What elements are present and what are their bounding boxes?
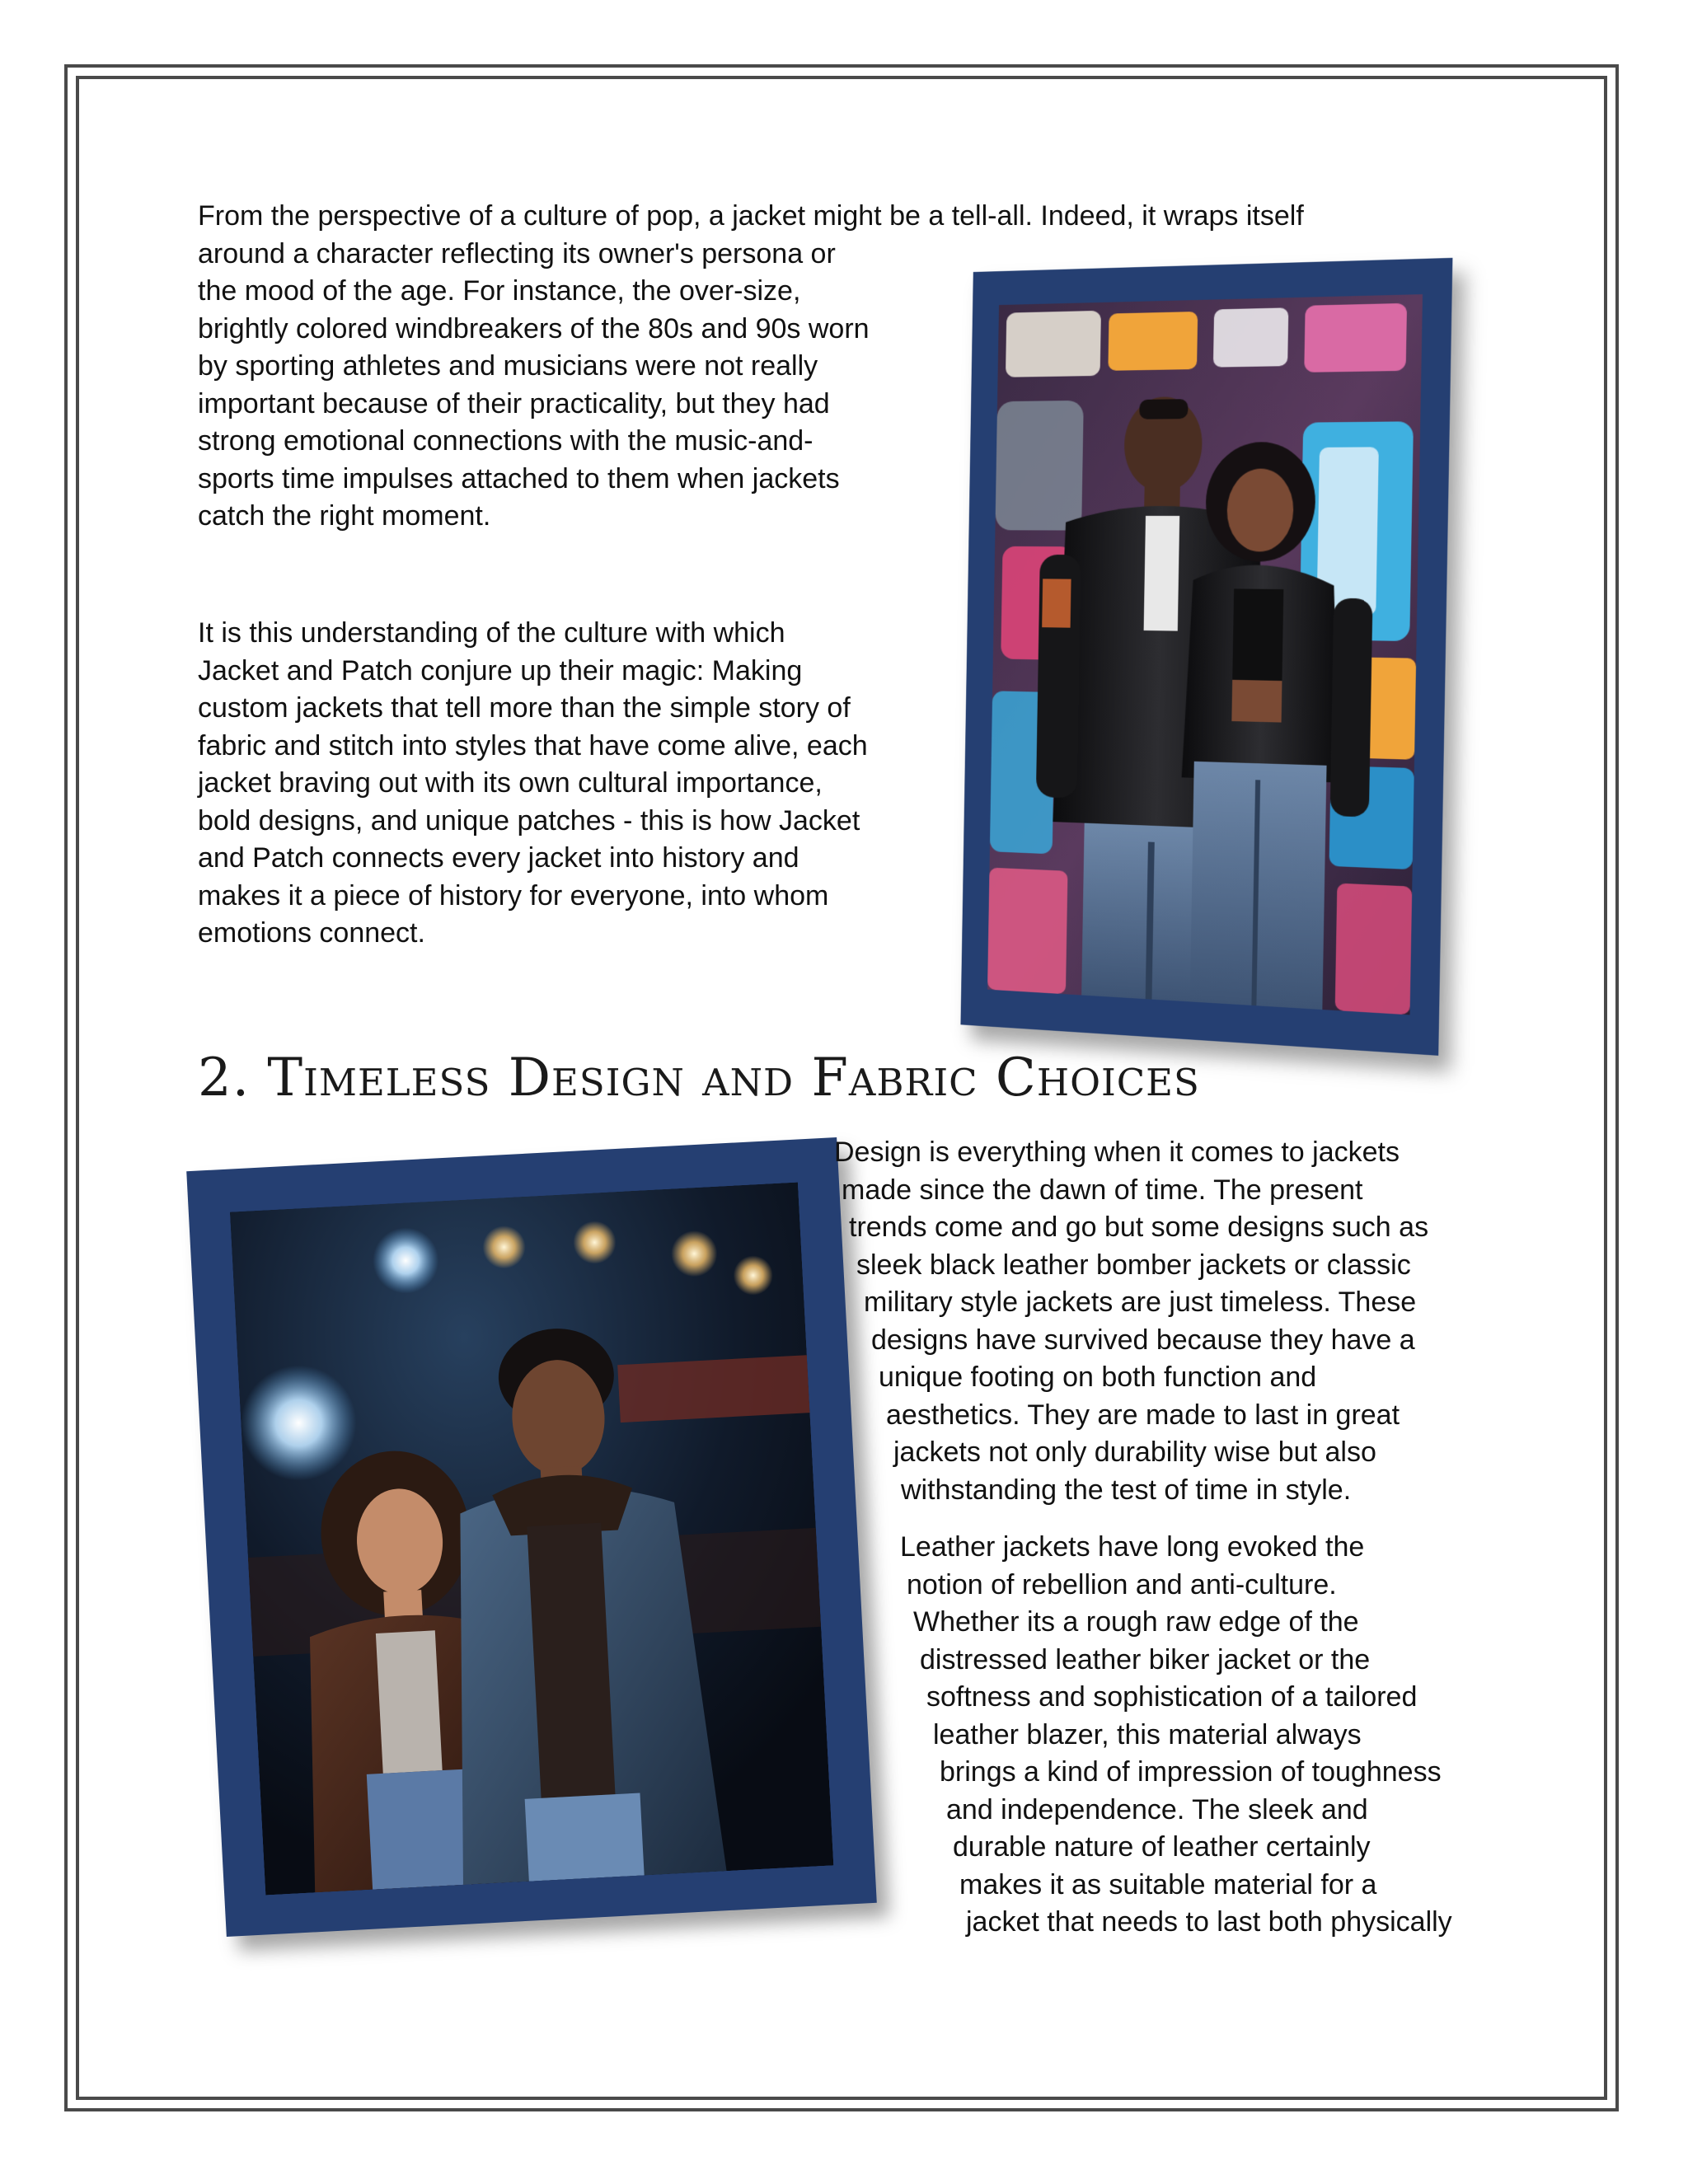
design-line: military style jackets are just timeless. These (864, 1286, 1417, 1318)
leather-line: leather blazer, this material always (933, 1718, 1362, 1750)
intro-line: the mood of the age. For instance, the over-size, (198, 275, 801, 307)
leather-line: softness and sophistication of a tailored (926, 1681, 1418, 1713)
design-line: made since the dawn of time. The present (842, 1174, 1363, 1206)
culture-paragraph (198, 615, 868, 953)
culture-line: makes it a piece of history for everyone, into whom (198, 879, 829, 912)
design-line: sleek black leather bomber jackets or classic (856, 1249, 1411, 1281)
design-line: jackets not only durability wise but also (893, 1436, 1376, 1468)
leather-paragraph (900, 1529, 1452, 1942)
section-heading: 2. Timeless Design and Fabric Choices (198, 1047, 1200, 1108)
concert-couple-illustration (230, 1183, 833, 1896)
graffiti-couple-photo (987, 294, 1423, 1015)
leather-line: Leather jackets have long evoked the (900, 1531, 1365, 1563)
design-line: unique footing on both function and (879, 1361, 1317, 1393)
design-line: Design is everything when it comes to jackets (834, 1137, 1400, 1168)
culture-line: It is this understanding of the culture with which (198, 617, 785, 649)
culture-line: bold designs, and unique patches - this is how Jacket (198, 804, 860, 837)
leather-line: distressed leather biker jacket or the (920, 1643, 1371, 1675)
leather-line: and independence. The sleek and (946, 1793, 1368, 1825)
design-paragraph (834, 1134, 1428, 1509)
intro-line: brightly colored windbreakers of the 80s and 90s worn (198, 312, 870, 344)
leather-line: makes it as suitable material for a (959, 1868, 1377, 1900)
intro-line: From the perspective of a culture of pop, a jacket might be a tell-all. Indeed, it wraps itself (198, 200, 1304, 232)
design-line: trends come and go but some designs such as (849, 1212, 1429, 1243)
intro-line: around a character reflecting its owner's persona or (198, 237, 836, 269)
culture-line: emotions connect. (198, 917, 425, 949)
leather-line: durable nature of leather certainly (953, 1831, 1371, 1863)
culture-line: and Patch connects every jacket into history and (198, 842, 799, 874)
concert-couple-photo (230, 1183, 833, 1896)
intro-line: strong emotional connections with the music-and- (198, 425, 814, 457)
leather-line: Whether its a rough raw edge of the (913, 1606, 1359, 1638)
intro-line: by sporting athletes and musicians were not really (198, 350, 818, 382)
graffiti-couple-photo-frame (960, 258, 1452, 1056)
design-line: aesthetics. They are made to last in great (886, 1399, 1400, 1431)
culture-line: custom jackets that tell more than the simple story of (198, 692, 851, 724)
culture-line: Jacket and Patch conjure up their magic: Making (198, 654, 803, 687)
culture-line: fabric and stitch into styles that have come alive, each (198, 729, 868, 762)
intro-line: catch the right moment. (198, 500, 491, 532)
leather-line: notion of rebellion and anti-culture. (907, 1568, 1337, 1601)
graffiti-couple-illustration (987, 294, 1423, 1015)
design-line: designs have survived because they have a (871, 1324, 1415, 1356)
culture-line: jacket braving out with its own cultural importance, (198, 767, 823, 799)
intro-line: important because of their practicality, but they had (198, 387, 830, 419)
leather-line: brings a kind of impression of toughness (940, 1756, 1442, 1788)
design-line: withstanding the test of time in style. (901, 1474, 1352, 1506)
intro-line: sports time impulses attached to them when jackets (198, 462, 840, 494)
concert-couple-photo-frame (186, 1137, 877, 1937)
leather-line: jacket that needs to last both physically (966, 1906, 1452, 1938)
